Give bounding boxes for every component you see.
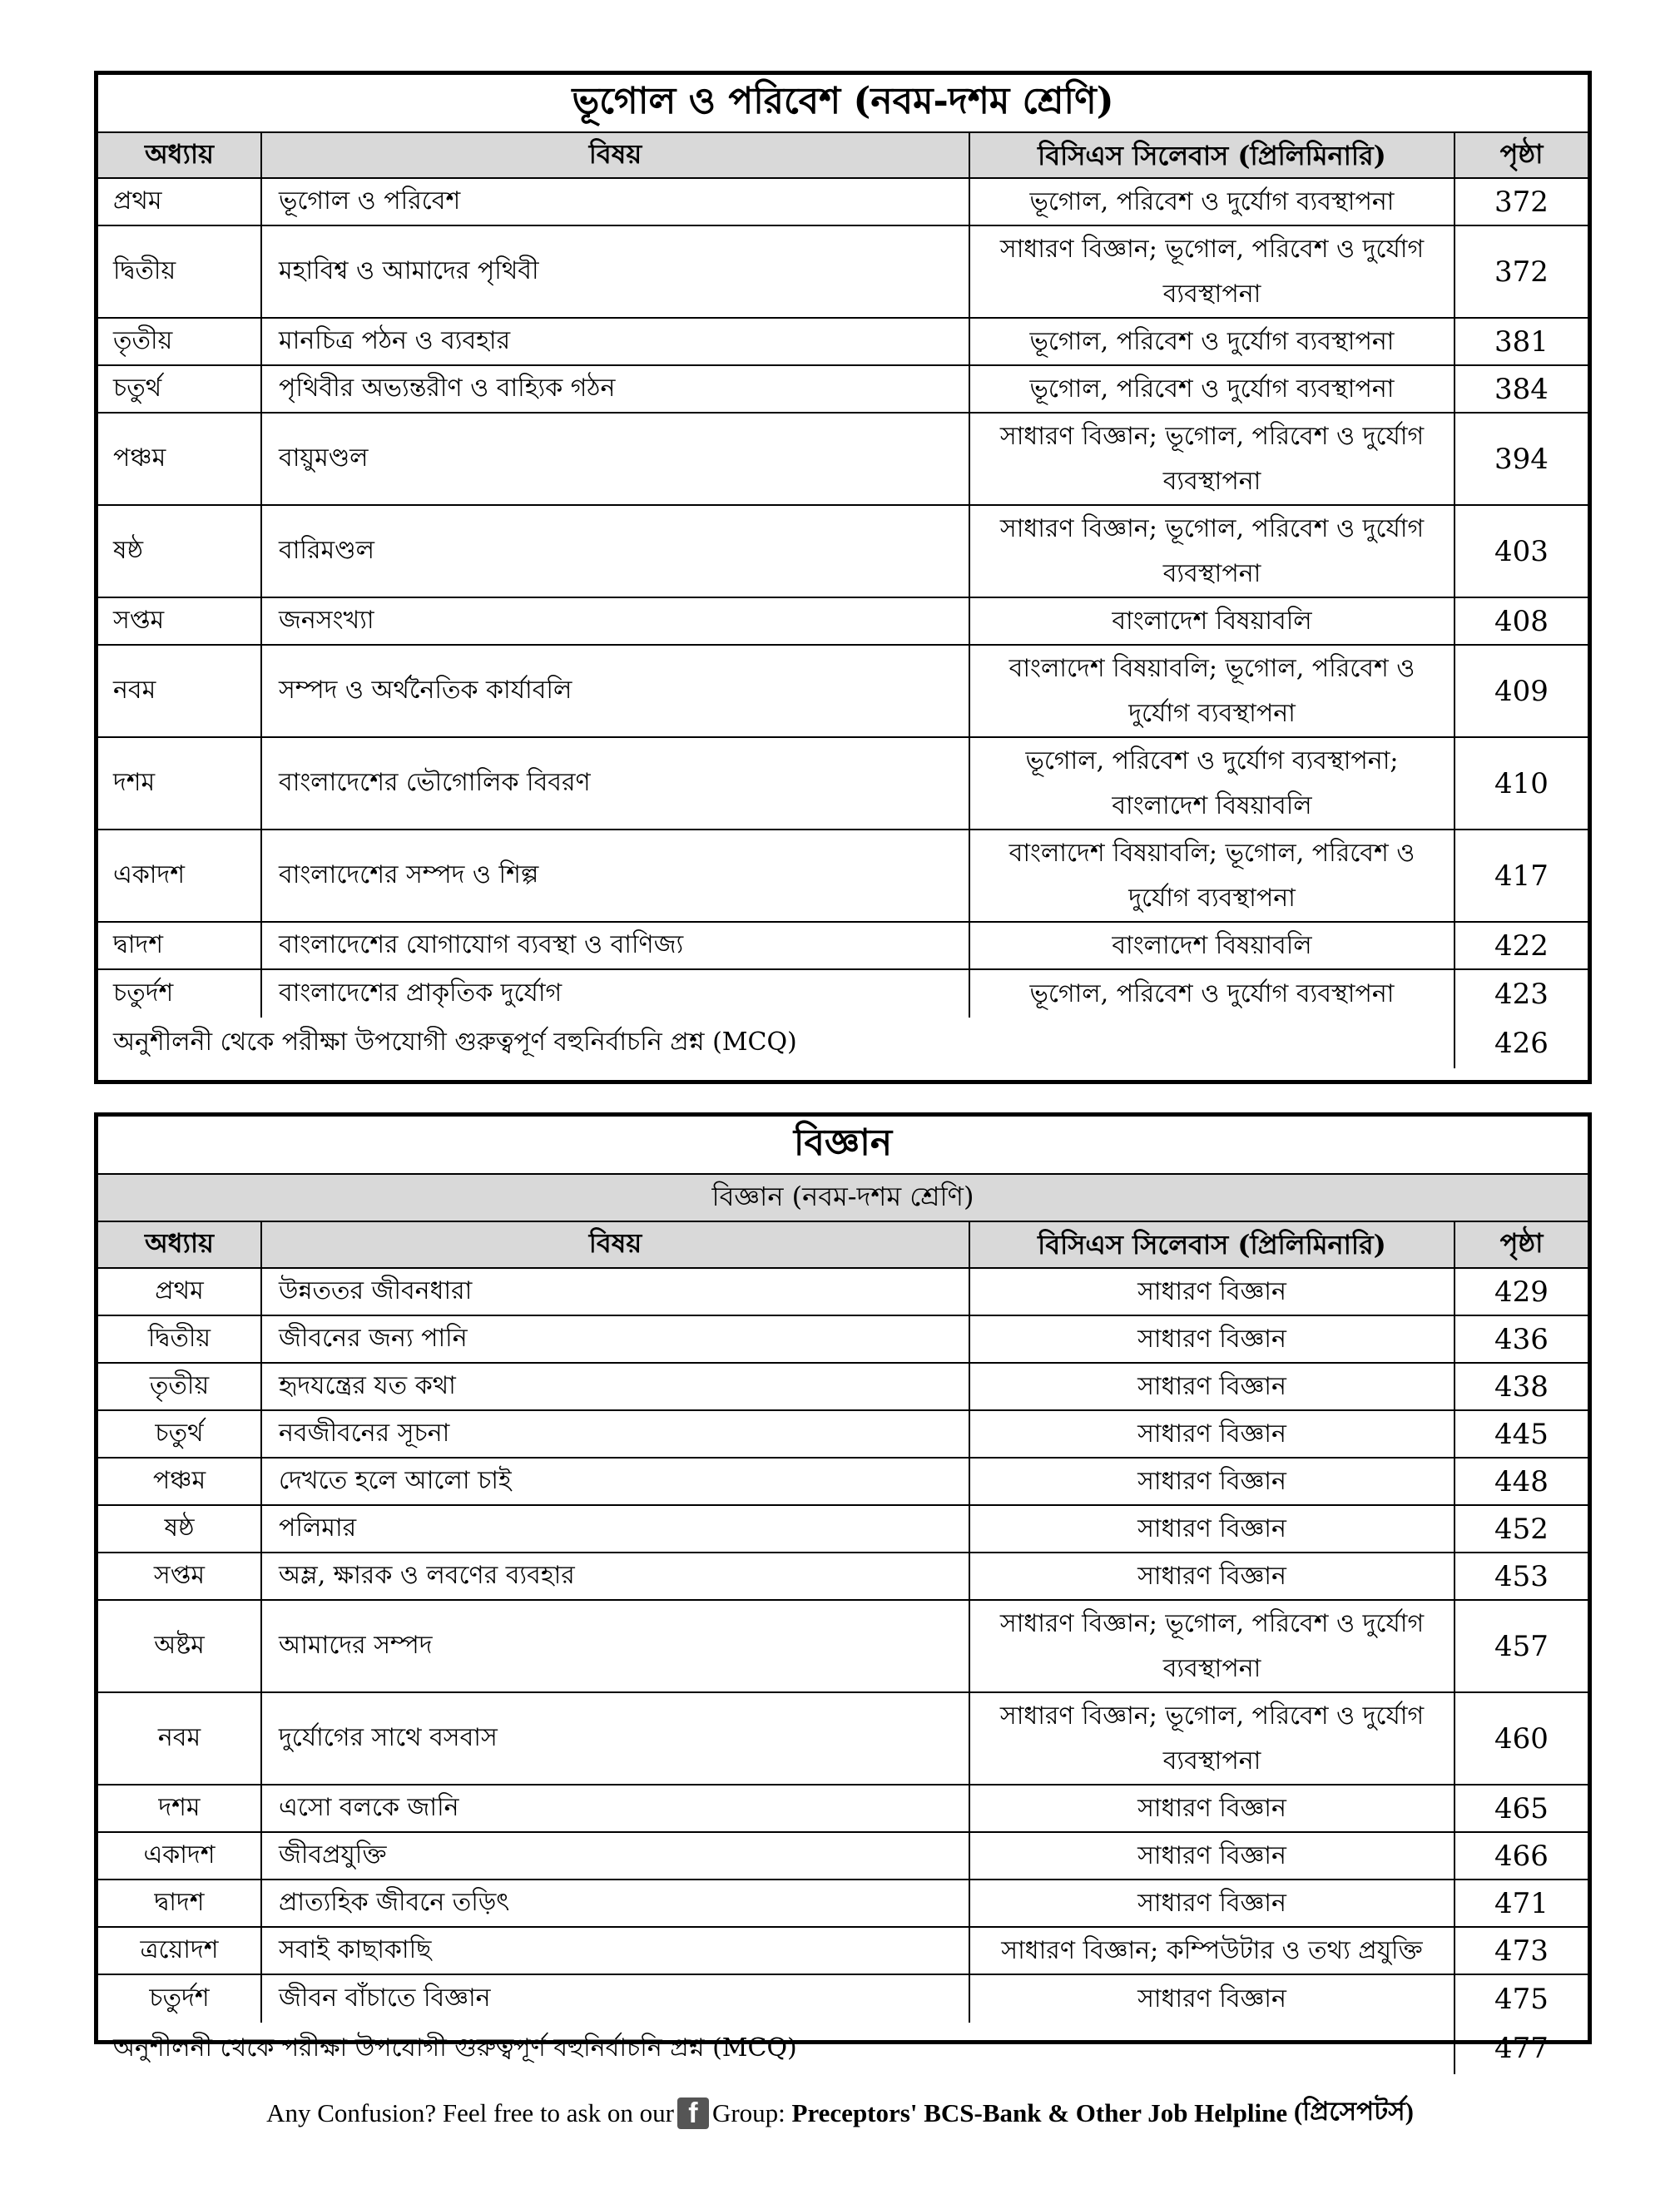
syllabus-cell: বাংলাদেশ বিষয়াবলি: [970, 923, 1455, 968]
mcq-label: অনুশীলনী থেকে পরীক্ষা উপযোগী গুরুত্বপূর্ণ বহুনির্বাচনি প্রশ্ন (MCQ): [98, 2023, 1455, 2074]
page-cell: 457: [1494, 1629, 1549, 1663]
page-cell: 403: [1494, 534, 1549, 568]
page-cell: 372: [1494, 185, 1549, 219]
topic-cell: উন্নততর জীবনধারা: [262, 1269, 970, 1315]
syllabus-cell: সাধারণ বিজ্ঞান: [970, 1833, 1455, 1879]
topic-cell: জীবপ্রযুক্তি: [262, 1833, 970, 1879]
topic-cell: পলিমার: [262, 1506, 970, 1552]
chapter-cell: প্রথম: [98, 1269, 262, 1315]
table-subtitle: বিজ্ঞান (নবম-দশম শ্রেণি): [98, 1175, 1588, 1221]
table-title: ভূগোল ও পরিবেশ (নবম-দশম শ্রেণি): [572, 79, 1114, 122]
syllabus-cell: ভূগোল, পরিবেশ ও দুর্যোগ ব্যবস্থাপনা; বাংলাদেশ বিষয়াবলি: [970, 738, 1455, 829]
table-row: [98, 226, 1588, 319]
page-cell: 473: [1494, 1934, 1549, 1968]
syllabus-cell: সাধারণ বিজ্ঞান: [970, 1785, 1455, 1831]
topic-cell: পৃথিবীর অভ্যন্তরীণ ও বাহ্যিক গঠন: [262, 366, 970, 412]
footer-group-label: Group:: [711, 2098, 785, 2127]
col-header-syllabus: বিসিএস সিলেবাস (প্রিলিমিনারি): [970, 133, 1455, 177]
geography-table: [94, 71, 1592, 1084]
syllabus-cell: সাধারণ বিজ্ঞান; ভূগোল, পরিবেশ ও দুর্যোগ ব্যবস্থাপনা: [970, 1601, 1455, 1691]
col-header-syllabus: বিসিএস সিলেবাস (প্রিলিমিনারি): [970, 1222, 1455, 1267]
mcq-page: 426: [1494, 1026, 1549, 1060]
chapter-cell: প্রথম: [98, 179, 262, 225]
syllabus-cell: সাধারণ বিজ্ঞান: [970, 1364, 1455, 1409]
mcq-page: 477: [1494, 2032, 1549, 2065]
table-row: [98, 1364, 1588, 1411]
topic-cell: দেখতে হলে আলো চাই: [262, 1459, 970, 1504]
table-title-row: [98, 75, 1588, 133]
chapter-cell: চতুর্থ: [98, 1411, 262, 1457]
chapter-cell: তৃতীয়: [98, 1364, 262, 1409]
chapter-cell: সপ্তম: [98, 1553, 262, 1599]
chapter-cell: ষষ্ঠ: [98, 506, 262, 597]
chapter-cell: তৃতীয়: [98, 319, 262, 364]
page-cell: 422: [1494, 929, 1549, 963]
topic-cell: হৃদযন্ত্রের যত কথা: [262, 1364, 970, 1409]
page-cell: 372: [1494, 255, 1549, 289]
syllabus-cell: সাধারণ বিজ্ঞান: [970, 1880, 1455, 1926]
syllabus-cell: বাংলাদেশ বিষয়াবলি; ভূগোল, পরিবেশ ও দুর্যোগ ব্যবস্থাপনা: [970, 830, 1455, 921]
topic-cell: মানচিত্র পঠন ও ব্যবহার: [262, 319, 970, 364]
page-cell: 448: [1494, 1464, 1549, 1498]
table-row: [98, 319, 1588, 366]
page-cell: 429: [1494, 1275, 1549, 1309]
table-row: [98, 1601, 1588, 1693]
syllabus-cell: সাধারণ বিজ্ঞান: [970, 1553, 1455, 1599]
syllabus-cell: ভূগোল, পরিবেশ ও দুর্যোগ ব্যবস্থাপনা: [970, 366, 1455, 412]
syllabus-cell: সাধারণ বিজ্ঞান: [970, 1459, 1455, 1504]
mcq-row: [98, 2023, 1588, 2074]
page-cell: 394: [1494, 442, 1549, 476]
page-cell: 445: [1494, 1417, 1549, 1451]
table-row: [98, 1506, 1588, 1553]
syllabus-cell: সাধারণ বিজ্ঞান: [970, 1316, 1455, 1362]
syllabus-cell: বাংলাদেশ বিষয়াবলি; ভূগোল, পরিবেশ ও দুর্যোগ ব্যবস্থাপনা: [970, 646, 1455, 736]
table-row: [98, 1880, 1588, 1928]
topic-cell: প্রাত্যহিক জীবনে তড়িৎ: [262, 1880, 970, 1926]
table-subtitle-row: [98, 1175, 1588, 1222]
syllabus-cell: ভূগোল, পরিবেশ ও দুর্যোগ ব্যবস্থাপনা: [970, 319, 1455, 364]
topic-cell: বাংলাদেশের প্রাকৃতিক দুর্যোগ: [262, 970, 970, 1018]
topic-cell: বারিমণ্ডল: [262, 506, 970, 597]
col-header-chapter: অধ্যায়: [98, 1222, 262, 1267]
page-cell: 471: [1494, 1886, 1549, 1920]
chapter-cell: চতুর্দশ: [98, 970, 262, 1018]
syllabus-cell: ভূগোল, পরিবেশ ও দুর্যোগ ব্যবস্থাপনা: [970, 179, 1455, 225]
topic-cell: বায়ুমণ্ডল: [262, 414, 970, 504]
table-row: [98, 1459, 1588, 1506]
syllabus-cell: সাধারণ বিজ্ঞান; ভূগোল, পরিবেশ ও দুর্যোগ ব্যবস্থাপনা: [970, 1693, 1455, 1784]
topic-cell: বাংলাদেশের সম্পদ ও শিল্প: [262, 830, 970, 921]
chapter-cell: চতুর্থ: [98, 366, 262, 412]
facebook-icon[interactable]: f: [677, 2097, 709, 2129]
syllabus-cell: বাংলাদেশ বিষয়াবলি: [970, 598, 1455, 644]
table-row: [98, 366, 1588, 414]
table-row: [98, 830, 1588, 923]
topic-cell: বাংলাদেশের ভৌগোলিক বিবরণ: [262, 738, 970, 829]
page-cell: 423: [1494, 977, 1549, 1011]
chapter-cell: পঞ্চম: [98, 1459, 262, 1504]
table-row: [98, 970, 1588, 1018]
footer-prefix: Any Confusion? Feel free to ask on our: [266, 2098, 674, 2127]
science-table: [94, 1112, 1592, 2065]
page-cell: 381: [1494, 324, 1549, 359]
chapter-cell: অষ্টম: [98, 1601, 262, 1691]
topic-cell: জনসংখ্যা: [262, 598, 970, 644]
topic-cell: অম্ল, ক্ষারক ও লবণের ব্যবহার: [262, 1553, 970, 1599]
table-row: [98, 1833, 1588, 1880]
chapter-cell: দশম: [98, 1785, 262, 1831]
syllabus-cell: সাধারণ বিজ্ঞান; ভূগোল, পরিবেশ ও দুর্যোগ ব্যবস্থাপনা: [970, 506, 1455, 597]
page-cell: 466: [1494, 1839, 1549, 1873]
syllabus-cell: সাধারণ বিজ্ঞান; ভূগোল, পরিবেশ ও দুর্যোগ ব্যবস্থাপনা: [970, 414, 1455, 504]
col-header-page: পৃষ্ঠা: [1455, 133, 1588, 177]
syllabus-cell: সাধারণ বিজ্ঞান: [970, 1975, 1455, 2023]
page-cell: 465: [1494, 1791, 1549, 1825]
chapter-cell: দ্বিতীয়: [98, 226, 262, 317]
table-row: [98, 598, 1588, 646]
page-cell: 438: [1494, 1369, 1549, 1404]
table-row: [98, 506, 1588, 598]
table-row: [98, 1316, 1588, 1364]
syllabus-cell: সাধারণ বিজ্ঞান: [970, 1411, 1455, 1457]
topic-cell: নবজীবনের সূচনা: [262, 1411, 970, 1457]
page-cell: 452: [1494, 1512, 1549, 1546]
header-row: [98, 133, 1588, 179]
footer-suffix: (প্রিসেপটর্স): [1293, 2097, 1414, 2126]
topic-cell: এসো বলকে জানি: [262, 1785, 970, 1831]
topic-cell: আমাদের সম্পদ: [262, 1601, 970, 1691]
table-row: [98, 1975, 1588, 2023]
table-row: [98, 1785, 1588, 1833]
footer-group-name[interactable]: Preceptors' BCS-Bank & Other Job Helpline: [791, 2098, 1288, 2127]
chapter-cell: চতুর্দশ: [98, 1975, 262, 2023]
chapter-cell: ত্রয়োদশ: [98, 1928, 262, 1974]
col-header-chapter: অধ্যায়: [98, 133, 262, 177]
chapter-cell: ষষ্ঠ: [98, 1506, 262, 1552]
mcq-label: অনুশীলনী থেকে পরীক্ষা উপযোগী গুরুত্বপূর্ণ বহুনির্বাচনি প্রশ্ন (MCQ): [98, 1018, 1455, 1068]
table-row: [98, 414, 1588, 506]
header-row: [98, 1222, 1588, 1269]
page-cell: 384: [1494, 372, 1549, 406]
syllabus-cell: সাধারণ বিজ্ঞান: [970, 1506, 1455, 1552]
col-header-page: পৃষ্ঠা: [1455, 1222, 1588, 1267]
chapter-cell: পঞ্চম: [98, 414, 262, 504]
table-row: [98, 646, 1588, 738]
page-cell: 408: [1494, 604, 1549, 638]
page-cell: 436: [1494, 1322, 1549, 1356]
col-header-topic: বিষয়: [262, 1222, 970, 1267]
table-row: [98, 923, 1588, 970]
chapter-cell: দ্বাদশ: [98, 1880, 262, 1926]
syllabus-cell: সাধারণ বিজ্ঞান; কম্পিউটার ও তথ্য প্রযুক্তি: [970, 1928, 1455, 1974]
chapter-cell: নবম: [98, 646, 262, 736]
table-row: [98, 179, 1588, 226]
topic-cell: জীবন বাঁচাতে বিজ্ঞান: [262, 1975, 970, 2023]
page-cell: 410: [1494, 766, 1549, 800]
table-row: [98, 1693, 1588, 1785]
topic-cell: ভূগোল ও পরিবেশ: [262, 179, 970, 225]
footer: [0, 2093, 1680, 2134]
table-title-row: [98, 1117, 1588, 1175]
page-cell: 453: [1494, 1559, 1549, 1593]
topic-cell: জীবনের জন্য পানি: [262, 1316, 970, 1362]
col-header-topic: বিষয়: [262, 133, 970, 177]
page-cell: 409: [1494, 674, 1549, 708]
table-row: [98, 738, 1588, 830]
table-row: [98, 1269, 1588, 1316]
syllabus-cell: ভূগোল, পরিবেশ ও দুর্যোগ ব্যবস্থাপনা: [970, 970, 1455, 1018]
topic-cell: মহাবিশ্ব ও আমাদের পৃথিবী: [262, 226, 970, 317]
chapter-cell: দ্বাদশ: [98, 923, 262, 968]
syllabus-cell: সাধারণ বিজ্ঞান; ভূগোল, পরিবেশ ও দুর্যোগ ব্যবস্থাপনা: [970, 226, 1455, 317]
topic-cell: সম্পদ ও অর্থনৈতিক কার্যাবলি: [262, 646, 970, 736]
mcq-row: [98, 1018, 1588, 1068]
table-title: বিজ্ঞান: [793, 1121, 893, 1164]
page-cell: 460: [1494, 1721, 1549, 1756]
chapter-cell: দশম: [98, 738, 262, 829]
chapter-cell: একাদশ: [98, 1833, 262, 1879]
topic-cell: সবাই কাছাকাছি: [262, 1928, 970, 1974]
page-cell: 475: [1494, 1982, 1549, 2016]
table-row: [98, 1411, 1588, 1459]
topic-cell: দুর্যোগের সাথে বসবাস: [262, 1693, 970, 1784]
topic-cell: বাংলাদেশের যোগাযোগ ব্যবস্থা ও বাণিজ্য: [262, 923, 970, 968]
chapter-cell: একাদশ: [98, 830, 262, 921]
chapter-cell: নবম: [98, 1693, 262, 1784]
syllabus-cell: সাধারণ বিজ্ঞান: [970, 1269, 1455, 1315]
chapter-cell: দ্বিতীয়: [98, 1316, 262, 1362]
page-cell: 417: [1494, 859, 1549, 893]
table-row: [98, 1928, 1588, 1975]
chapter-cell: সপ্তম: [98, 598, 262, 644]
table-row: [98, 1553, 1588, 1601]
